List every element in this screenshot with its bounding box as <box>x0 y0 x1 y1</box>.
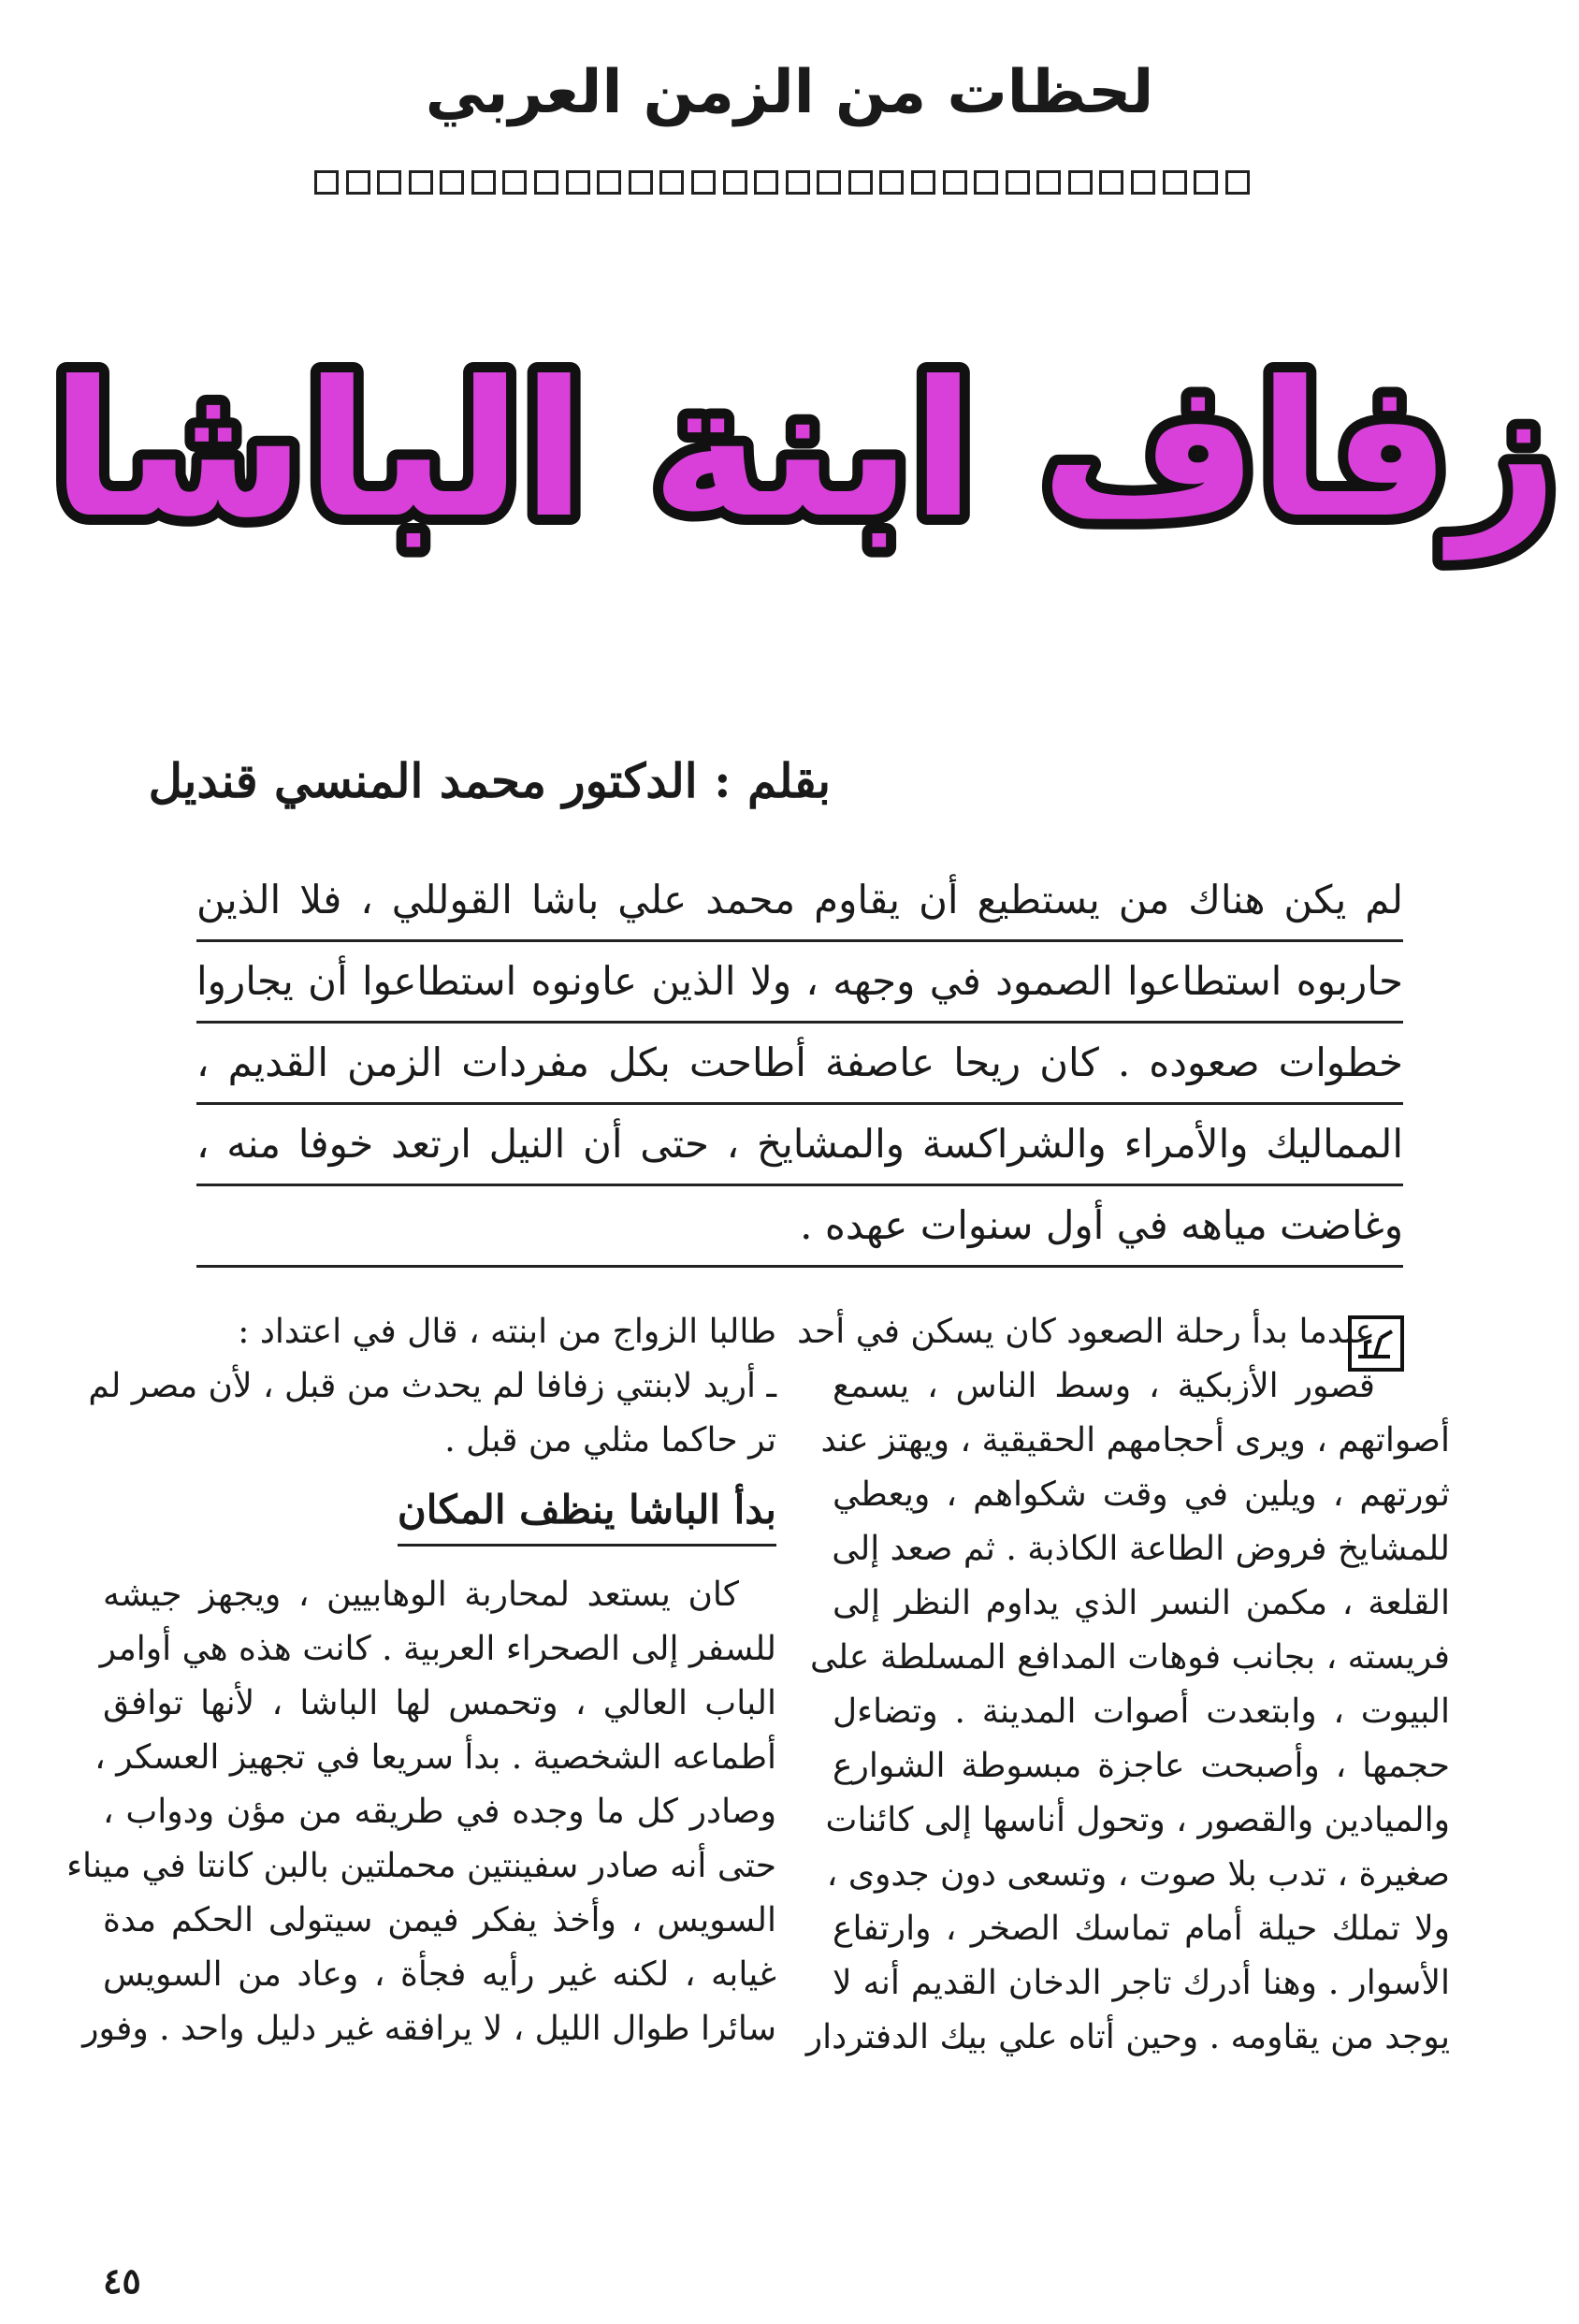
decorative-box <box>502 170 527 195</box>
decorative-box <box>1194 170 1218 195</box>
column-line: كان يستعد لمحاربة الوهابيين ، ويجهز جيشه <box>103 1576 739 1614</box>
decorative-box <box>691 170 716 195</box>
column-line: عندما بدأ رحلة الصعود كان يسكن في أحد <box>797 1313 1375 1351</box>
column-line: فريسته ، بجانب فوهات المدافع المسلطة على <box>810 1638 1450 1677</box>
decorative-box <box>1163 170 1187 195</box>
page-number: ٤٥ <box>103 2259 141 2302</box>
right-column <box>797 1305 1450 2065</box>
decorative-box <box>817 170 841 195</box>
decorative-box <box>911 170 935 195</box>
intro-line: وغاضت مياهه في أول سنوات عهده . <box>196 1186 1403 1268</box>
intro-line: خطوات صعوده . كان ريحا عاصفة أطاحت بكل مفردات الزمن القديم ، <box>196 1024 1403 1105</box>
column-line: تر حاكما مثلي من قبل . <box>444 1421 776 1460</box>
column-line: للسفر إلى الصحراء العربية . كانت هذه هي أوامر <box>99 1630 776 1668</box>
decorative-box <box>629 170 653 195</box>
decorative-box <box>974 170 998 195</box>
subheading <box>103 1487 776 1540</box>
decorative-box <box>943 170 967 195</box>
decorative-box <box>566 170 590 195</box>
column-line: الباب العالي ، وتحمس لها الباشا ، لأنها توافق <box>103 1684 776 1722</box>
intro-paragraph <box>196 861 1403 1268</box>
intro-line: لم يكن هناك من يستطيع أن يقاوم محمد علي باشا القوللي ، فلا الذين <box>196 861 1403 942</box>
decorative-box <box>723 170 747 195</box>
column-line: قصور الأزبكية ، وسط الناس ، يسمع <box>833 1367 1375 1405</box>
column-line: السويس ، وأخذ يفكر فيمن سيتولى الحكم مدة <box>103 1901 776 1939</box>
decorative-box <box>377 170 401 195</box>
column-line: حجمها ، وأصبحت عاجزة مبسوطة الشوارع <box>833 1747 1450 1785</box>
column-line: ولا تملك حيلة أمام تماسك الصخر ، وارتفاع <box>833 1910 1450 1948</box>
column-line: القلعة ، مكمن النسر الذي يداوم النظر إلى <box>833 1584 1450 1622</box>
decorative-box <box>534 170 558 195</box>
column-line: طالبا الزواج من ابنته ، قال في اعتداد : <box>238 1313 776 1351</box>
column-line: سائرا طوال الليل ، لا يرافقه غير دليل واحد . وفور <box>82 2010 776 2048</box>
left-column <box>66 1305 776 2056</box>
column-line: وصادر كل ما وجده في طريقه من مؤن ودواب ، <box>103 1793 776 1831</box>
column-line: أطماعه الشخصية . بدأ سريعا في تجهيز العسكر ، <box>94 1738 776 1777</box>
decorative-box <box>440 170 464 195</box>
column-line: ـ أريد لابنتي زفافا لم يحدث من قبل ، لأن مصر لم <box>88 1367 776 1405</box>
decorative-box <box>471 170 496 195</box>
column-line: والميادين والقصور ، وتحول أناسها إلى كائنات <box>825 1801 1450 1839</box>
column-line: ثورتهم ، ويلين في وقت شكواهم ، ويعطي <box>833 1475 1450 1514</box>
decorative-box <box>848 170 873 195</box>
decorative-box <box>786 170 810 195</box>
decorative-box <box>1006 170 1030 195</box>
column-line: الأسوار . وهنا أدرك تاجر الدخان القديم أنه لا <box>833 1964 1450 2002</box>
decorative-box <box>1036 170 1061 195</box>
decorative-box <box>1131 170 1155 195</box>
intro-line: حاربوه استطاعوا الصمود في وجهه ، ولا الذين عاونوه استطاعوا أن يجاروا <box>196 942 1403 1024</box>
column-line: صغيرة ، تدب بلا صوت ، وتسعى دون جدوى ، <box>826 1855 1450 1894</box>
decorative-box <box>1099 170 1123 195</box>
decorative-box <box>879 170 904 195</box>
column-line: أصواتهم ، ويرى أحجامهم الحقيقية ، ويهتز عند <box>820 1421 1450 1460</box>
column-line: حتى أنه صادر سفينتين محملتين بالبن كانتا في ميناء <box>66 1847 776 1885</box>
decorative-box <box>597 170 621 195</box>
series-title: لحظات من الزمن العربي <box>425 58 1154 127</box>
decorative-box-row <box>314 165 1250 196</box>
main-title: زفاف ابنة الباشا <box>51 341 1558 559</box>
column-line: البيوت ، وابتعدت أصوات المدينة . وتضاءل <box>833 1692 1450 1731</box>
column-line: للمشايخ فروض الطاعة الكاذبة . ثم صعد إلى <box>832 1530 1450 1568</box>
column-line: غيابه ، لكنه غير رأيه فجأة ، وعاد من السويس <box>103 1955 776 1994</box>
decorative-box <box>1068 170 1093 195</box>
decorative-box <box>754 170 778 195</box>
intro-line: المماليك والأمراء والشراكسة والمشايخ ، حتى أن النيل ارتعد خوفا منه ، <box>196 1105 1403 1186</box>
main-title-graphic <box>51 281 1558 655</box>
decorative-box <box>659 170 684 195</box>
byline: بقلم : الدكتور محمد المنسي قنديل <box>148 753 831 808</box>
column-line: يوجد من يقاومه . وحين أتاه علي بيك الدفتردار <box>805 2018 1450 2056</box>
decorative-box <box>314 170 339 195</box>
decorative-box <box>409 170 433 195</box>
main-title-svg <box>51 281 1558 655</box>
subheading-text: بدأ الباشا ينظف المكان <box>398 1487 776 1547</box>
decorative-box <box>1225 170 1250 195</box>
decorative-box <box>346 170 370 195</box>
